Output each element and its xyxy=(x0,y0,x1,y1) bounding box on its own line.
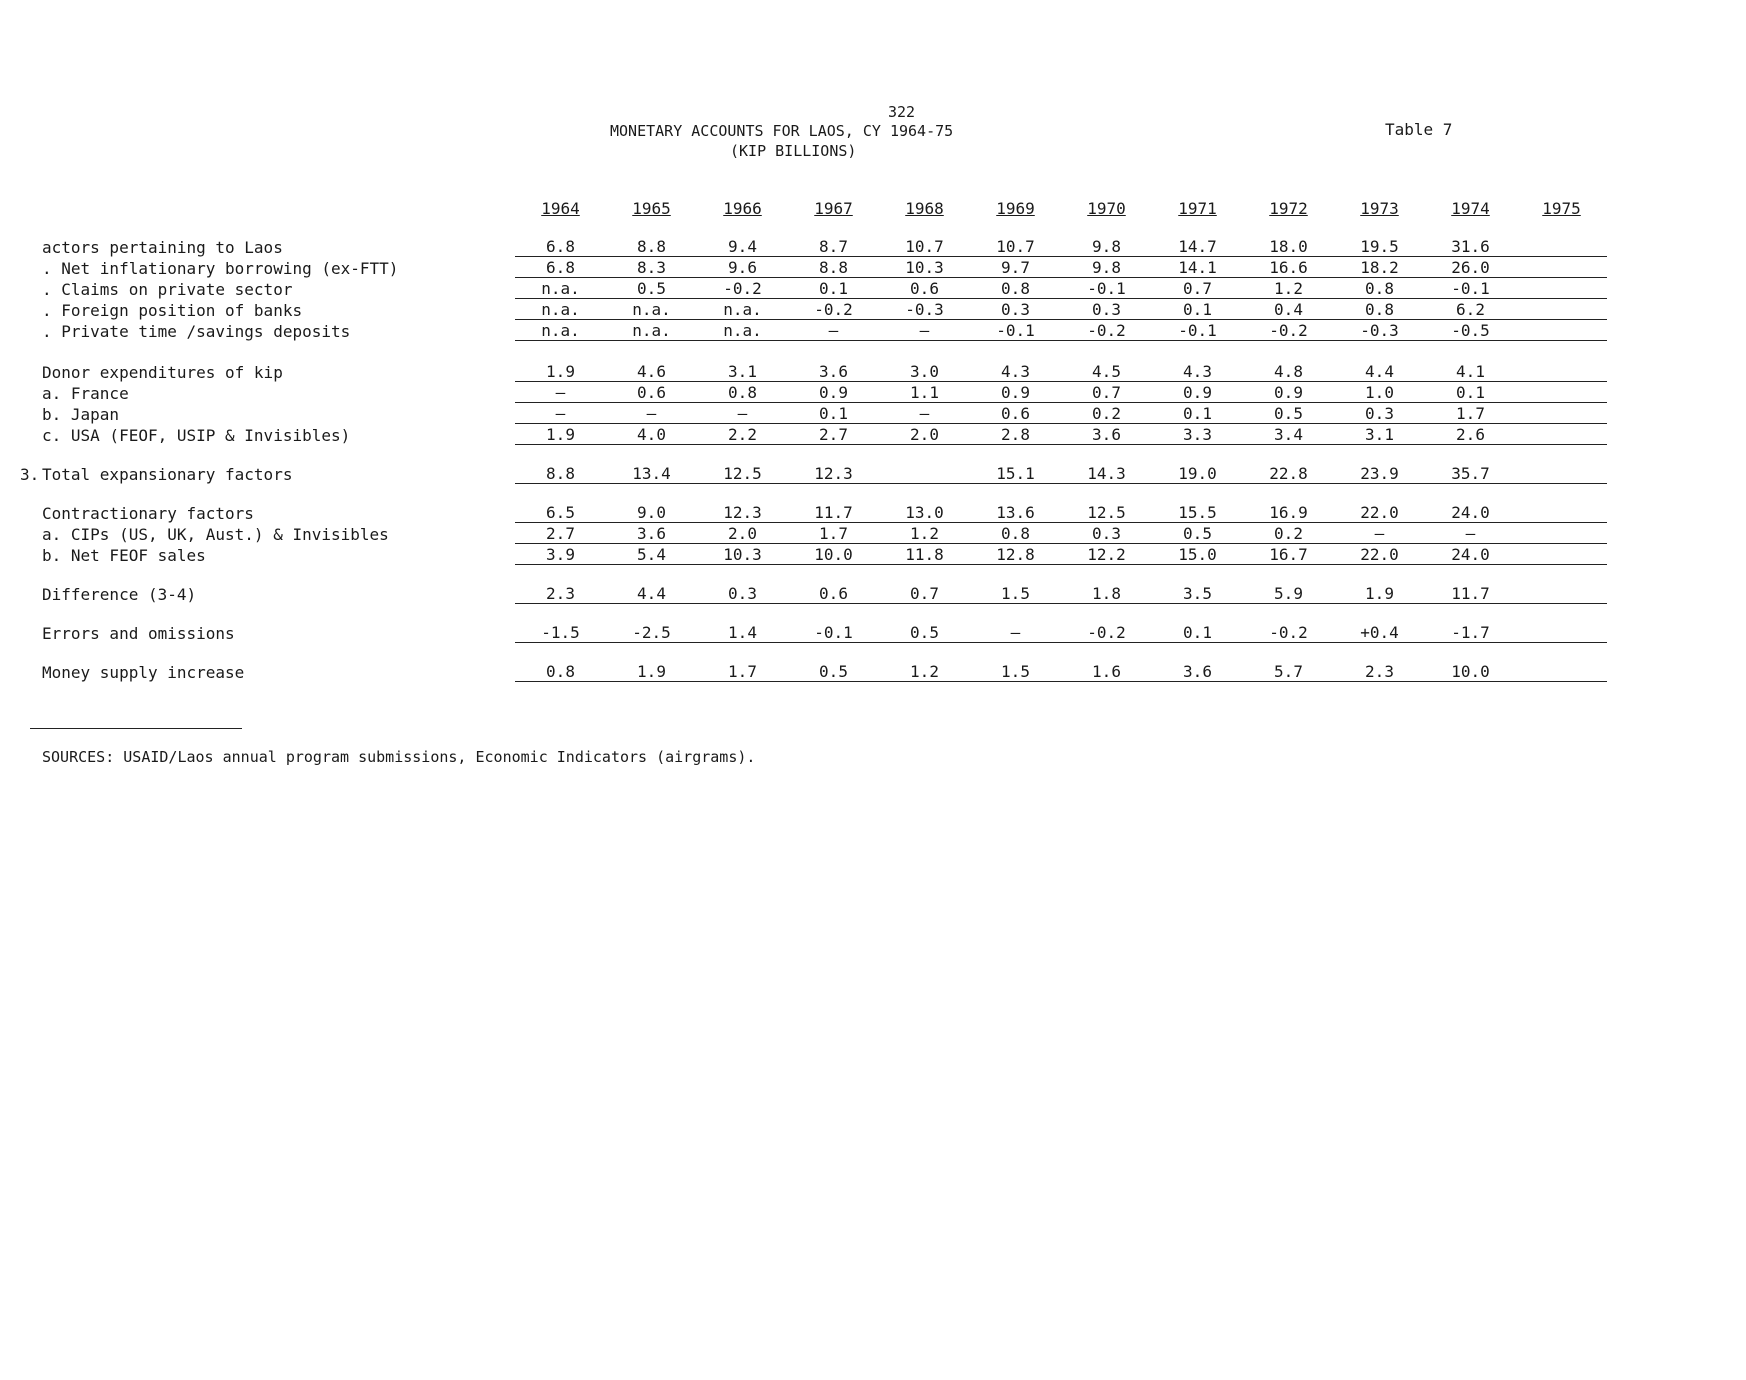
table-row xyxy=(20,463,1607,484)
value-cell: 10.3 xyxy=(879,257,970,278)
value-cell xyxy=(1516,463,1607,484)
value-cell: 12.5 xyxy=(1061,502,1152,523)
value-cell xyxy=(1516,257,1607,278)
value-cell: 0.8 xyxy=(970,523,1061,544)
row-label-cell xyxy=(20,299,515,320)
value-cell: 0.1 xyxy=(1425,382,1516,403)
year-header: 1972 xyxy=(1269,199,1308,218)
value-cell: 1.2 xyxy=(879,661,970,682)
table-row xyxy=(20,661,1607,682)
value-cell: 1.2 xyxy=(879,523,970,544)
row-label-cell xyxy=(20,320,515,341)
value-cell: 2.0 xyxy=(697,523,788,544)
value-cell: -0.2 xyxy=(1243,320,1334,341)
value-cell: 0.3 xyxy=(697,583,788,604)
value-cell: 10.7 xyxy=(879,236,970,257)
value-cell: — xyxy=(606,403,697,424)
value-cell: 0.5 xyxy=(879,622,970,643)
value-cell: 0.6 xyxy=(606,382,697,403)
value-cell: 0.6 xyxy=(788,583,879,604)
value-cell: 0.3 xyxy=(1334,403,1425,424)
table-number-label: Table 7 xyxy=(1385,120,1453,139)
table-row xyxy=(20,424,1607,445)
table-row xyxy=(20,278,1607,299)
value-cell: 2.2 xyxy=(697,424,788,445)
row-label: Difference (3-4) xyxy=(42,584,197,604)
value-cell: 1.0 xyxy=(1334,382,1425,403)
year-header: 1964 xyxy=(541,199,580,218)
value-cell: 1.9 xyxy=(606,661,697,682)
value-cell: 12.2 xyxy=(1061,544,1152,565)
value-cell: -0.2 xyxy=(697,278,788,299)
value-cell: — xyxy=(697,403,788,424)
value-cell: 8.3 xyxy=(606,257,697,278)
value-cell: 11.7 xyxy=(1425,583,1516,604)
value-cell: 8.8 xyxy=(788,257,879,278)
row-label: Donor expenditures of kip xyxy=(42,362,283,382)
year-header-row xyxy=(20,190,1607,218)
value-cell: 24.0 xyxy=(1425,502,1516,523)
value-cell: 1.4 xyxy=(697,622,788,643)
value-cell: 9.6 xyxy=(697,257,788,278)
value-cell: n.a. xyxy=(606,299,697,320)
footnote-rule xyxy=(30,728,242,729)
value-cell: 0.1 xyxy=(1152,622,1243,643)
row-number: 3. xyxy=(20,464,40,484)
value-cell: 12.8 xyxy=(970,544,1061,565)
row-label-cell xyxy=(20,424,515,445)
row-label-cell xyxy=(20,236,515,257)
value-cell xyxy=(1516,236,1607,257)
row-label: b. Japan xyxy=(42,404,120,424)
row-label: . Private time /savings deposits xyxy=(42,321,351,341)
value-cell: -0.1 xyxy=(1152,320,1243,341)
year-header: 1965 xyxy=(632,199,671,218)
value-cell: 10.0 xyxy=(1425,661,1516,682)
year-header: 1971 xyxy=(1178,199,1217,218)
value-cell: 16.6 xyxy=(1243,257,1334,278)
value-cell: 0.6 xyxy=(970,403,1061,424)
value-cell: -0.2 xyxy=(1061,622,1152,643)
value-cell: 0.9 xyxy=(1152,382,1243,403)
value-cell: -0.3 xyxy=(879,299,970,320)
value-cell xyxy=(1516,361,1607,382)
table-subtitle: (KIP BILLIONS) xyxy=(730,142,857,160)
value-cell: 14.7 xyxy=(1152,236,1243,257)
row-label: . Foreign position of banks xyxy=(42,300,303,320)
row-label-cell xyxy=(20,502,515,523)
value-cell: -0.5 xyxy=(1425,320,1516,341)
value-cell: 0.8 xyxy=(1334,278,1425,299)
value-cell: 16.9 xyxy=(1243,502,1334,523)
value-cell: 0.1 xyxy=(1152,403,1243,424)
value-cell: — xyxy=(879,320,970,341)
year-header: 1975 xyxy=(1542,199,1581,218)
value-cell: 14.3 xyxy=(1061,463,1152,484)
row-label: actors pertaining to Laos xyxy=(42,237,283,257)
value-cell: 0.7 xyxy=(1152,278,1243,299)
value-cell: 0.2 xyxy=(1061,403,1152,424)
value-cell: 0.8 xyxy=(970,278,1061,299)
value-cell: 1.2 xyxy=(1243,278,1334,299)
year-header: 1968 xyxy=(905,199,944,218)
value-cell: 1.7 xyxy=(1425,403,1516,424)
value-cell: -1.5 xyxy=(515,622,606,643)
row-label-cell xyxy=(20,403,515,424)
year-header: 1966 xyxy=(723,199,762,218)
value-cell xyxy=(1516,320,1607,341)
value-cell: 23.9 xyxy=(1334,463,1425,484)
value-cell: 9.0 xyxy=(606,502,697,523)
value-cell: 18.0 xyxy=(1243,236,1334,257)
value-cell: 12.5 xyxy=(697,463,788,484)
value-cell xyxy=(1516,544,1607,565)
value-cell: -0.1 xyxy=(1425,278,1516,299)
value-cell: 9.8 xyxy=(1061,236,1152,257)
value-cell: 0.3 xyxy=(970,299,1061,320)
value-cell: 15.0 xyxy=(1152,544,1243,565)
value-cell: +0.4 xyxy=(1334,622,1425,643)
value-cell: 13.4 xyxy=(606,463,697,484)
value-cell: 0.5 xyxy=(606,278,697,299)
value-cell: 22.0 xyxy=(1334,544,1425,565)
row-label: Money supply increase xyxy=(42,662,245,682)
row-label: c. USA (FEOF, USIP & Invisibles) xyxy=(42,425,351,445)
value-cell: — xyxy=(1334,523,1425,544)
value-cell: 9.7 xyxy=(970,257,1061,278)
value-cell: -0.2 xyxy=(788,299,879,320)
value-cell: 3.6 xyxy=(606,523,697,544)
table-row xyxy=(20,299,1607,320)
table-row xyxy=(20,622,1607,643)
value-cell: 10.0 xyxy=(788,544,879,565)
value-cell: 13.0 xyxy=(879,502,970,523)
value-cell: 2.6 xyxy=(1425,424,1516,445)
value-cell: n.a. xyxy=(515,299,606,320)
value-cell: 10.7 xyxy=(970,236,1061,257)
page-number: 322 xyxy=(888,103,916,121)
value-cell: 0.2 xyxy=(1243,523,1334,544)
value-cell: 4.3 xyxy=(1152,361,1243,382)
value-cell: 4.4 xyxy=(606,583,697,604)
value-cell: 8.8 xyxy=(515,463,606,484)
value-cell: 2.0 xyxy=(879,424,970,445)
value-cell: 2.3 xyxy=(1334,661,1425,682)
row-label-cell xyxy=(20,463,515,484)
table-row xyxy=(20,544,1607,565)
table-row xyxy=(20,502,1607,523)
value-cell: -0.3 xyxy=(1334,320,1425,341)
value-cell: 4.6 xyxy=(606,361,697,382)
value-cell: 4.8 xyxy=(1243,361,1334,382)
value-cell: n.a. xyxy=(697,299,788,320)
value-cell: 2.3 xyxy=(515,583,606,604)
value-cell: 0.1 xyxy=(788,403,879,424)
value-cell: 4.5 xyxy=(1061,361,1152,382)
value-cell: 1.5 xyxy=(970,583,1061,604)
value-cell: 0.3 xyxy=(1061,523,1152,544)
year-header: 1974 xyxy=(1451,199,1490,218)
value-cell xyxy=(1516,502,1607,523)
row-label-cell xyxy=(20,661,515,682)
row-label-cell xyxy=(20,523,515,544)
year-header: 1967 xyxy=(814,199,853,218)
value-cell: 1.5 xyxy=(970,661,1061,682)
value-cell: 19.5 xyxy=(1334,236,1425,257)
value-cell xyxy=(879,463,970,484)
value-cell: 9.4 xyxy=(697,236,788,257)
value-cell: 15.1 xyxy=(970,463,1061,484)
table-row xyxy=(20,523,1607,544)
value-cell: — xyxy=(515,382,606,403)
value-cell: 22.0 xyxy=(1334,502,1425,523)
value-cell: n.a. xyxy=(515,278,606,299)
value-cell: 3.3 xyxy=(1152,424,1243,445)
value-cell: 3.0 xyxy=(879,361,970,382)
value-cell: 13.6 xyxy=(970,502,1061,523)
value-cell: 3.1 xyxy=(697,361,788,382)
value-cell: 1.9 xyxy=(515,361,606,382)
value-cell: 26.0 xyxy=(1425,257,1516,278)
value-cell: 1.9 xyxy=(515,424,606,445)
value-cell: 31.6 xyxy=(1425,236,1516,257)
value-cell: 0.7 xyxy=(879,583,970,604)
sources-note: SOURCES: USAID/Laos annual program submissions, Economic Indicators (airgrams). xyxy=(42,748,756,766)
value-cell: 4.3 xyxy=(970,361,1061,382)
row-label-cell xyxy=(20,544,515,565)
value-cell: 0.9 xyxy=(788,382,879,403)
value-cell: 4.4 xyxy=(1334,361,1425,382)
value-cell: 8.7 xyxy=(788,236,879,257)
value-cell: 11.7 xyxy=(788,502,879,523)
value-cell: 9.8 xyxy=(1061,257,1152,278)
value-cell: 24.0 xyxy=(1425,544,1516,565)
value-cell: 3.6 xyxy=(1061,424,1152,445)
value-cell: -2.5 xyxy=(606,622,697,643)
table-title: MONETARY ACCOUNTS FOR LAOS, CY 1964-75 xyxy=(610,122,954,140)
row-label: Contractionary factors xyxy=(42,503,254,523)
value-cell: — xyxy=(1425,523,1516,544)
value-cell: n.a. xyxy=(697,320,788,341)
value-cell: 22.8 xyxy=(1243,463,1334,484)
value-cell: 1.1 xyxy=(879,382,970,403)
value-cell: 5.9 xyxy=(1243,583,1334,604)
value-cell: 1.9 xyxy=(1334,583,1425,604)
value-cell: 4.0 xyxy=(606,424,697,445)
value-cell: 0.9 xyxy=(1243,382,1334,403)
value-cell: — xyxy=(788,320,879,341)
value-cell: -0.2 xyxy=(1061,320,1152,341)
table-row xyxy=(20,403,1607,424)
value-cell: 3.6 xyxy=(1152,661,1243,682)
value-cell: 3.5 xyxy=(1152,583,1243,604)
value-cell: 0.5 xyxy=(788,661,879,682)
table-row xyxy=(20,382,1607,403)
row-label-cell xyxy=(20,622,515,643)
table-row xyxy=(20,361,1607,382)
value-cell: 12.3 xyxy=(697,502,788,523)
value-cell: -0.1 xyxy=(1061,278,1152,299)
year-header: 1973 xyxy=(1360,199,1399,218)
row-label: a. CIPs (US, UK, Aust.) & Invisibles xyxy=(42,524,389,544)
value-cell: 4.1 xyxy=(1425,361,1516,382)
year-header: 1970 xyxy=(1087,199,1126,218)
value-cell: 1.6 xyxy=(1061,661,1152,682)
table-row xyxy=(20,583,1607,604)
value-cell xyxy=(1516,278,1607,299)
value-cell: 3.9 xyxy=(515,544,606,565)
value-cell xyxy=(1516,382,1607,403)
value-cell: 3.4 xyxy=(1243,424,1334,445)
value-cell: 8.8 xyxy=(606,236,697,257)
value-cell: 6.8 xyxy=(515,257,606,278)
value-cell xyxy=(1516,424,1607,445)
value-cell: 0.8 xyxy=(515,661,606,682)
value-cell: 0.5 xyxy=(1152,523,1243,544)
value-cell: 14.1 xyxy=(1152,257,1243,278)
value-cell: 3.1 xyxy=(1334,424,1425,445)
row-label: . Claims on private sector xyxy=(42,279,293,299)
value-cell: -1.7 xyxy=(1425,622,1516,643)
row-label-cell xyxy=(20,278,515,299)
value-cell: 0.8 xyxy=(1334,299,1425,320)
value-cell: 5.7 xyxy=(1243,661,1334,682)
value-cell: 12.3 xyxy=(788,463,879,484)
row-label: a. France xyxy=(42,383,129,403)
value-cell: — xyxy=(515,403,606,424)
table-row xyxy=(20,320,1607,341)
value-cell: 19.0 xyxy=(1152,463,1243,484)
value-cell: n.a. xyxy=(606,320,697,341)
value-cell: 10.3 xyxy=(697,544,788,565)
value-cell: 2.7 xyxy=(515,523,606,544)
value-cell: 0.9 xyxy=(970,382,1061,403)
value-cell: 0.5 xyxy=(1243,403,1334,424)
row-label: Total expansionary factors xyxy=(42,464,293,484)
value-cell xyxy=(1516,299,1607,320)
value-cell: — xyxy=(970,622,1061,643)
value-cell: -0.2 xyxy=(1243,622,1334,643)
value-cell: 11.8 xyxy=(879,544,970,565)
value-cell: 1.8 xyxy=(1061,583,1152,604)
value-cell: 2.8 xyxy=(970,424,1061,445)
value-cell: 0.1 xyxy=(1152,299,1243,320)
year-header: 1969 xyxy=(996,199,1035,218)
value-cell: 6.8 xyxy=(515,236,606,257)
value-cell: 2.7 xyxy=(788,424,879,445)
value-cell: -0.1 xyxy=(788,622,879,643)
value-cell: 1.7 xyxy=(697,661,788,682)
table-row xyxy=(20,257,1607,278)
row-label-cell xyxy=(20,382,515,403)
value-cell: 1.7 xyxy=(788,523,879,544)
row-label-cell xyxy=(20,257,515,278)
value-cell xyxy=(1516,523,1607,544)
value-cell: 0.3 xyxy=(1061,299,1152,320)
value-cell: 0.7 xyxy=(1061,382,1152,403)
value-cell: 0.4 xyxy=(1243,299,1334,320)
value-cell: 18.2 xyxy=(1334,257,1425,278)
row-label: Errors and omissions xyxy=(42,623,235,643)
value-cell: — xyxy=(879,403,970,424)
value-cell: 0.8 xyxy=(697,382,788,403)
value-cell: 15.5 xyxy=(1152,502,1243,523)
value-cell: 6.2 xyxy=(1425,299,1516,320)
value-cell: 0.6 xyxy=(879,278,970,299)
value-cell xyxy=(1516,622,1607,643)
monetary-accounts-table xyxy=(20,190,1607,682)
row-label-cell xyxy=(20,361,515,382)
row-label-cell xyxy=(20,583,515,604)
row-label: . Net inflationary borrowing (ex-FTT) xyxy=(42,258,399,278)
value-cell: 35.7 xyxy=(1425,463,1516,484)
value-cell: -0.1 xyxy=(970,320,1061,341)
value-cell: 6.5 xyxy=(515,502,606,523)
value-cell xyxy=(1516,661,1607,682)
table-row xyxy=(20,236,1607,257)
value-cell: 5.4 xyxy=(606,544,697,565)
value-cell: 0.1 xyxy=(788,278,879,299)
value-cell xyxy=(1516,583,1607,604)
value-cell: n.a. xyxy=(515,320,606,341)
row-label: b. Net FEOF sales xyxy=(42,545,206,565)
value-cell: 3.6 xyxy=(788,361,879,382)
value-cell xyxy=(1516,403,1607,424)
value-cell: 16.7 xyxy=(1243,544,1334,565)
